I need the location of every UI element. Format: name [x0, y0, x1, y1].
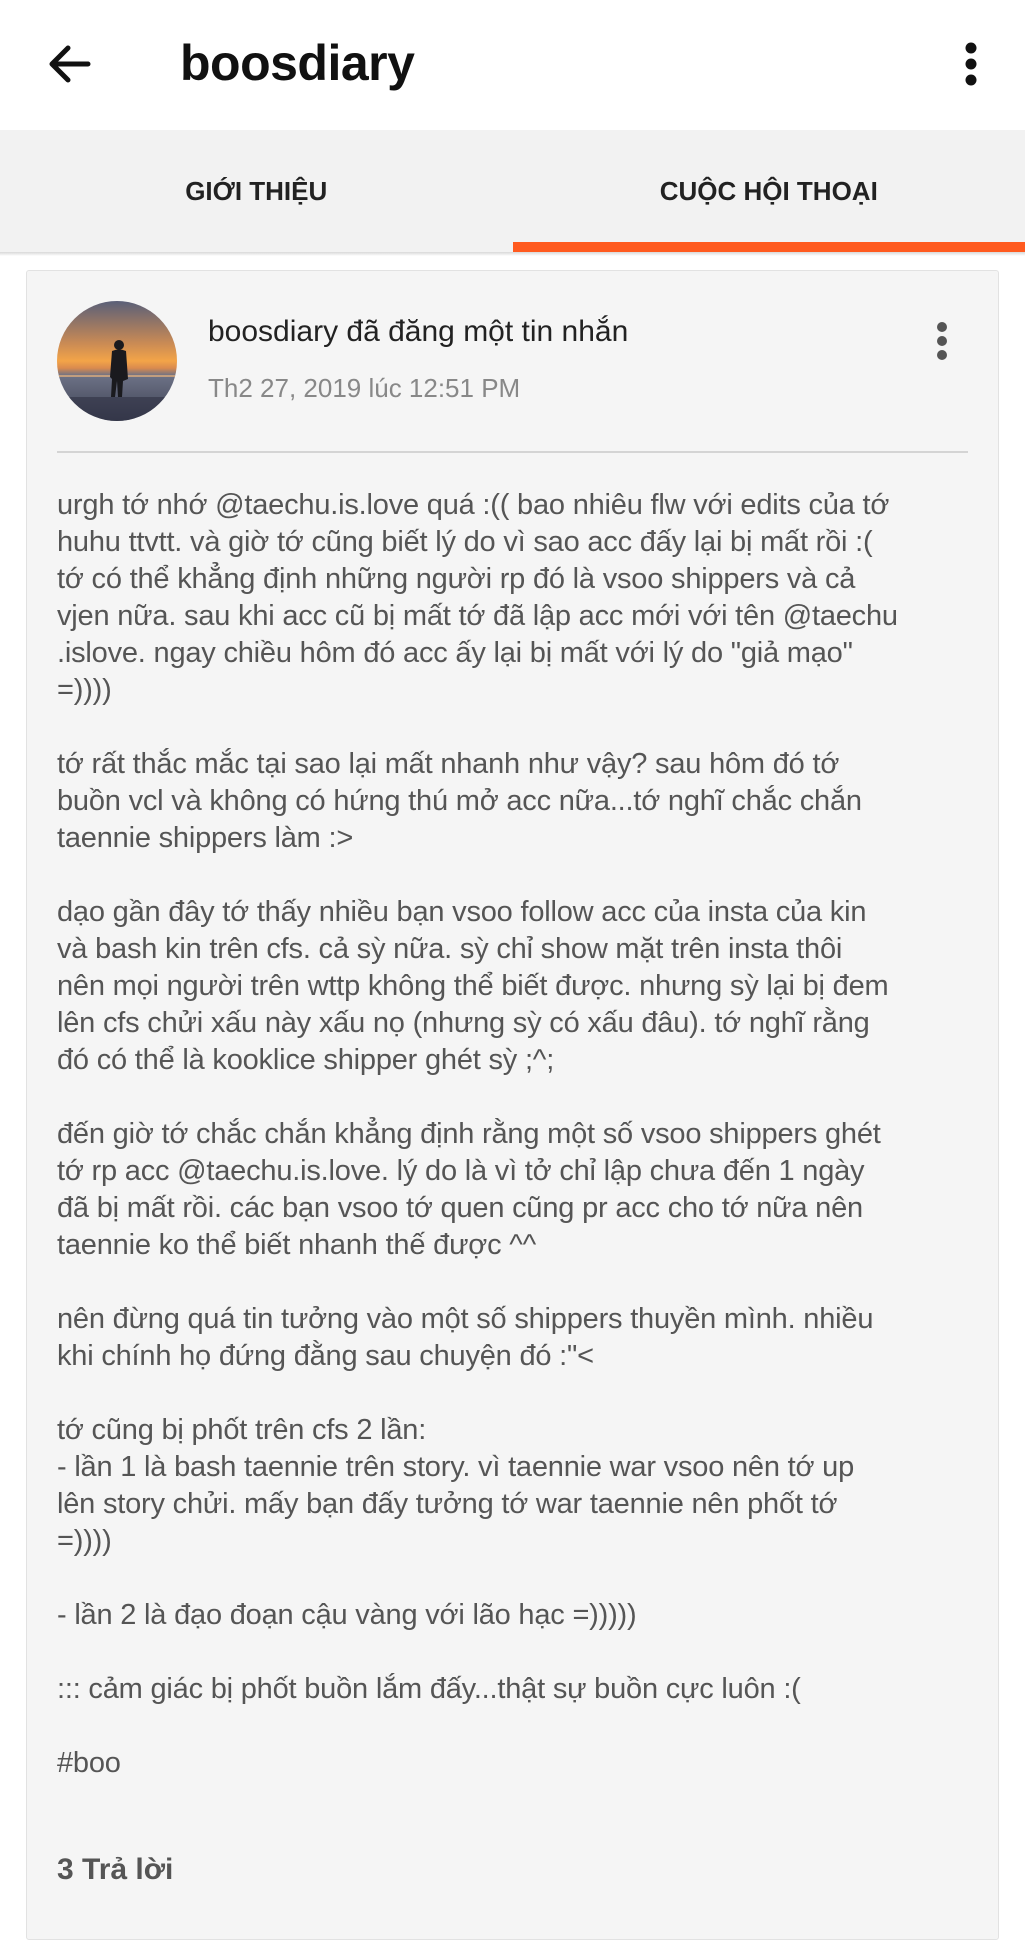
app-title: boosdiary	[180, 34, 414, 92]
avatar-image	[57, 301, 177, 421]
post-menu-button[interactable]	[922, 311, 962, 371]
post-body	[57, 487, 987, 1819]
post-author-action[interactable]: boosdiary đã đăng một tin nhắn	[208, 315, 628, 349]
post-paragraph: đến giờ tớ chắc chắn khẳng định rằng một số vsoo shippers ghét tớ rp acc @taechu.is.love. lý do là vì tở chỉ lập chưa đến 1 ngày đã bị mất rồi. các bạn vsoo tớ quen cũng pr acc cho tớ nữa nên taennie ko thể biết nhanh thế được ^^	[57, 1116, 987, 1264]
tab-bar	[0, 130, 1025, 252]
more-options-button[interactable]	[939, 32, 1003, 96]
tab-conversations-label: CUỘC HỘI THOẠI	[660, 176, 878, 207]
tab-about-label: GIỚI THIỆU	[185, 176, 327, 207]
post-header	[208, 315, 628, 404]
app-bar	[0, 0, 1025, 130]
post-paragraph: urgh tớ nhớ @taechu.is.love quá :(( bao nhiêu flw với edits của tớ huhu ttvtt. và giờ tớ cũng biết lý do vì sao acc đấy lại bị mất rồi :( tớ có thể khẳng định những người rp đó là vsoo shippers và cả vjen nữa. sau khi acc cũ bị mất tớ đã lập acc mới với tên @taechu .islove. ngay chiều hôm đó acc ấy lại bị mất với lý do "giả mạo" =))))	[57, 487, 987, 709]
arrow-left-icon	[48, 42, 92, 86]
post-timestamp: Th2 27, 2019 lúc 12:51 PM	[208, 373, 628, 404]
post-paragraph: ::: cảm giác bị phốt buồn lắm đấy...thật sự buồn cực luôn :(	[57, 1671, 987, 1708]
post-card	[26, 270, 999, 1940]
more-vertical-icon	[936, 321, 948, 361]
post-paragraph: - lần 2 là đạo đoạn cậu vàng với lão hạc =)))))	[57, 1597, 987, 1634]
tab-about[interactable]	[0, 130, 513, 252]
post-paragraph: tớ rất thắc mắc tại sao lại mất nhanh như vậy? sau hôm đó tớ buồn vcl và không có hứng thú mở acc nữa...tớ nghĩ chắc chắn taennie shippers làm :>	[57, 746, 987, 857]
tabs-shadow	[0, 252, 1025, 256]
post-paragraph: dạo gần đây tớ thấy nhiều bạn vsoo follow acc của insta của kin và bash kin trên cfs. cả sỳ nữa. sỳ chỉ show mặt trên insta thôi nên mọi người trên wttp không thể biết được. nhưng sỳ lại bị đem lên cfs chửi xấu này xấu nọ (nhưng sỳ có xấu đâu). tớ nghĩ rằng đó có thể là kooklice shipper ghét sỳ ;^;	[57, 894, 987, 1079]
replies-count[interactable]: 3 Trả lời	[57, 1853, 173, 1887]
divider	[57, 451, 968, 453]
post-paragraph: tớ cũng bị phốt trên cfs 2 lần: - lần 1 là bash taennie trên story. vì taennie war vsoo nên tớ up lên story chửi. mấy bạn đấy tưởng tớ war taennie nên phốt tớ =))))	[57, 1412, 987, 1560]
post-hashtag: #boo	[57, 1745, 987, 1782]
tab-conversations[interactable]	[513, 130, 1025, 252]
post-paragraph: nên đừng quá tin tưởng vào một số shippers thuyền mình. nhiều khi chính họ đứng đằng sau chuyện đó :"<	[57, 1301, 987, 1375]
avatar[interactable]	[57, 301, 177, 421]
more-vertical-icon	[964, 42, 978, 86]
active-tab-indicator	[513, 242, 1025, 252]
back-button[interactable]	[38, 32, 102, 96]
